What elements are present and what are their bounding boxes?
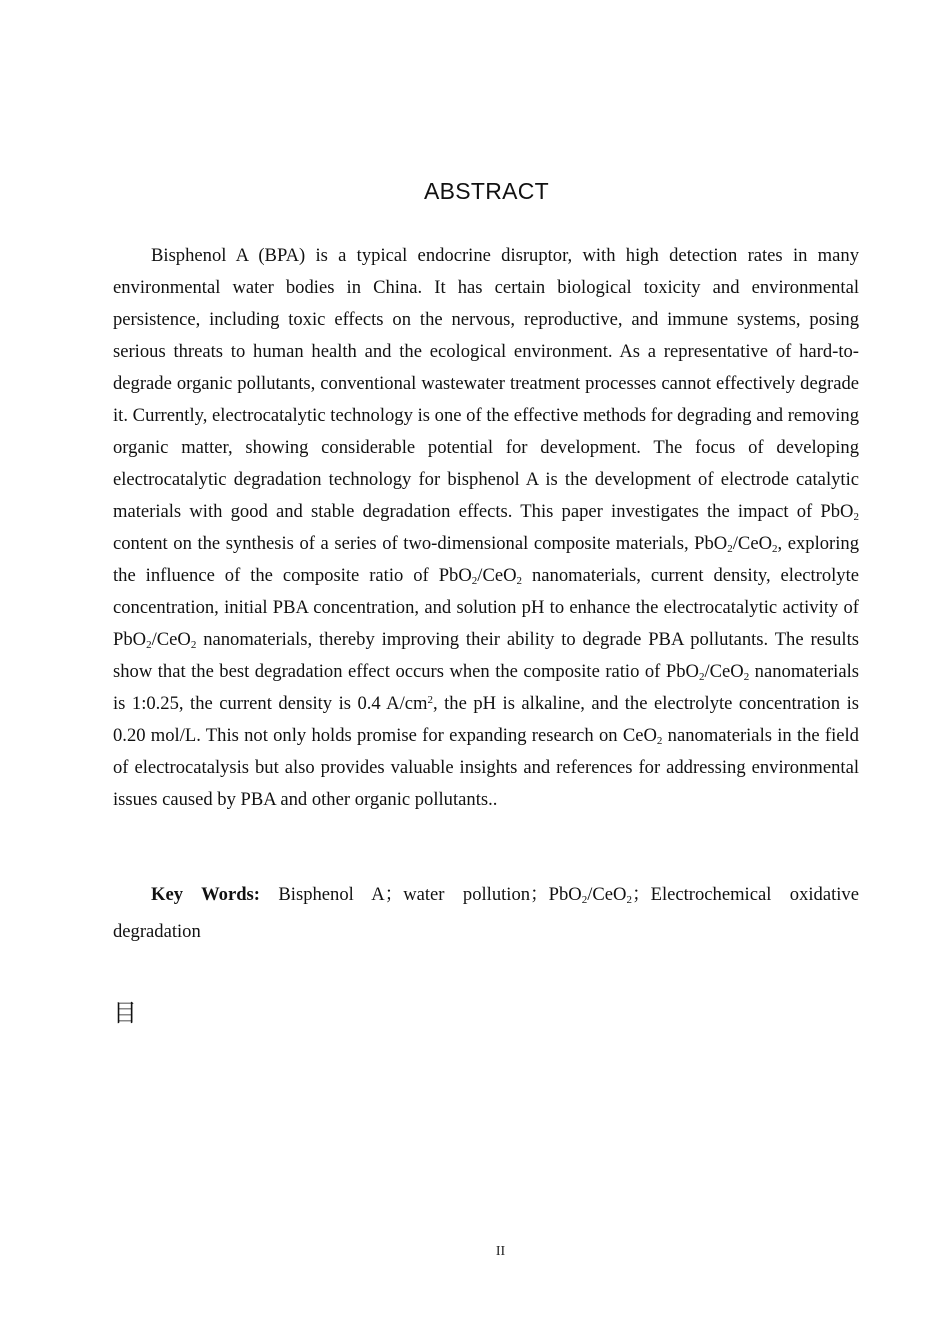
keywords-list: Bisphenol A；water pollution； <box>259 884 549 905</box>
toc-heading: 目 <box>113 999 137 1027</box>
abstract-body <box>113 240 859 816</box>
page-number: II <box>495 1244 506 1259</box>
abstract-title: ABSTRACT <box>423 178 550 204</box>
abstract-paragraph: Bisphenol A (BPA) is a typical endocrine disruptor, with high detection rates in many environmental water bodies in China. It has certain biological toxicity and environmental persistence, including toxic effects on the nervous, reproductive, and immune systems, posing serious threats to human health and the ecological environment. As a representative of hard-to-degrade organic pollutants, conventional wastewater treatment processes cannot effectively degrade it. Currently, electrocatalytic technology is one of the effective methods for degrading and removing organic matter, showing considerable potential for development. The focus of developing electrocatalytic degradation technology for bisphenol A is the development of electrode catalytic materials with good and stable degradation effects. This paper investigates the impact of PbO$_2$ content on the synthesis of a series of two-dimensional composite materials, PbO$_2$/CeO$_2$, exploring the influence of the composite ratio of PbO$_2$/CeO$_2$ nanomaterials, current density, electrolyte concentration, initial PBA concentration, and solution pH to enhance the electrocatalytic activity of PbO$_2$/CeO$_2$ nanomaterials, thereby improving their ability to degrade PBA pollutants. The results show that the best degradation effect occurs when the composite ratio of PbO$_2$/CeO$_2$ nanomaterials is 1:0.25, the current density is 0.4 $A/cm^2$, the pH is alkaline, and the electrolyte concentration is 0.20 mol/L. This not only holds promise for expanding research on CeO$_2$ nanomaterials in the field of electrocatalysis but also provides valuable insights and references for addressing environmental issues caused by PBA and other organic pollutants.. <box>113 245 860 810</box>
keywords-line: Key Words: Bisphenol A；water pollution；PbO$_2$/CeO$_2$；Electrochemical oxidative degradation <box>113 884 859 942</box>
keywords-label: Key Words: <box>151 884 260 905</box>
